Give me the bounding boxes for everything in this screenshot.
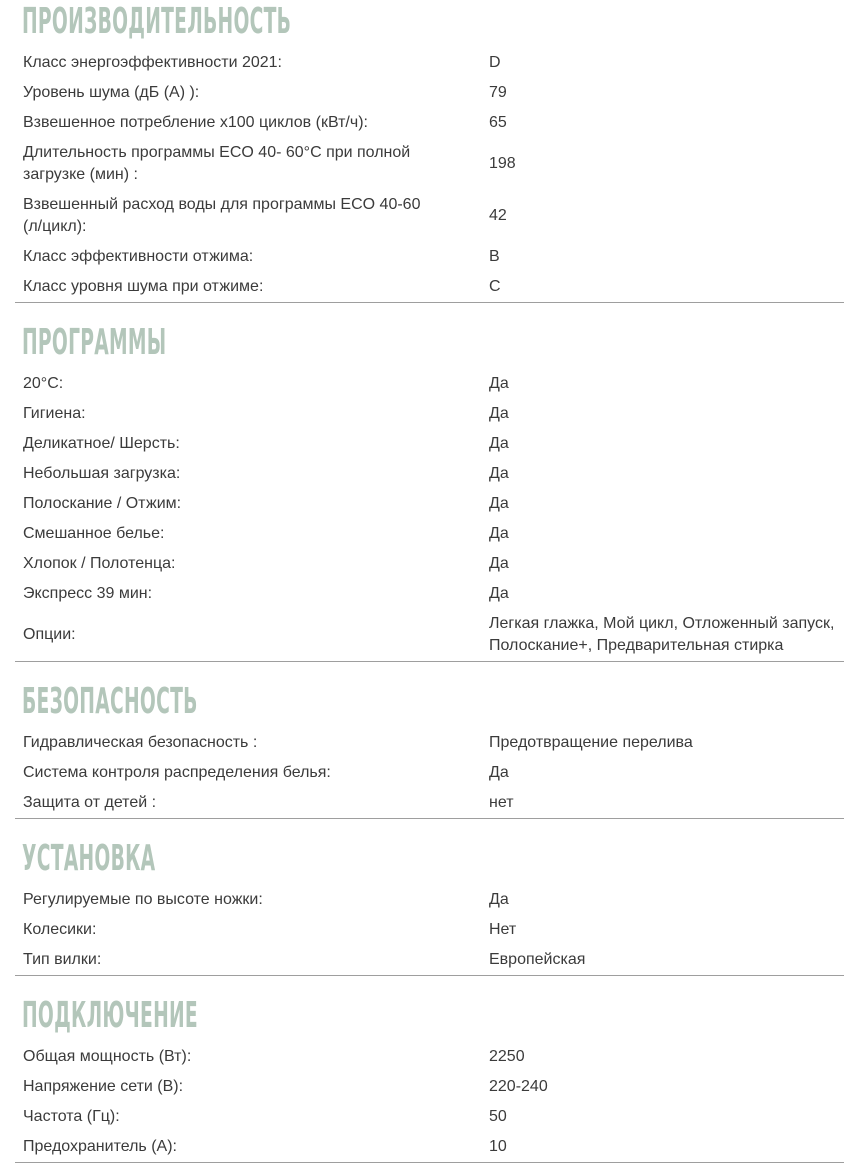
row-label-text: Предохранитель (А): [23, 1138, 177, 1155]
table-row [15, 429, 844, 459]
table-row [15, 1102, 844, 1132]
row-value: 79 [489, 84, 507, 101]
row-value: Да [489, 435, 509, 452]
row-label-text: Гигиена: [23, 405, 86, 422]
row-value: 10 [489, 1138, 507, 1155]
row-label-text: Небольшая загрузка: [23, 465, 181, 482]
row-value: Нет [489, 921, 517, 938]
table-row [15, 190, 844, 242]
spec-section [15, 838, 844, 976]
row-label [15, 108, 481, 138]
table-row [15, 459, 844, 489]
row-value: Да [489, 764, 509, 781]
table-row [15, 945, 844, 976]
section-title [15, 322, 844, 363]
table-row [15, 1072, 844, 1102]
spec-table [15, 369, 844, 662]
row-value: 198 [489, 155, 516, 172]
row-label [15, 519, 481, 549]
table-row [15, 1132, 844, 1163]
row-label [15, 429, 481, 459]
row-label [15, 242, 481, 272]
row-label-text: Колесики: [23, 921, 97, 938]
table-row [15, 788, 844, 819]
row-label [15, 945, 481, 976]
row-label-text: Опции: [23, 626, 76, 643]
spec-section [15, 681, 844, 819]
spec-section [15, 995, 844, 1163]
row-label-text: Частота (Гц): [23, 1108, 120, 1125]
row-value: Да [489, 585, 509, 602]
section-title-text: ПРОИЗВОДИТЕЛЬНОСТЬ [22, 1, 292, 42]
table-row [15, 48, 844, 78]
row-label [15, 399, 481, 429]
row-value: 50 [489, 1108, 507, 1125]
section-title [15, 681, 844, 722]
row-value: Да [489, 891, 509, 908]
row-label [15, 758, 481, 788]
row-label [15, 78, 481, 108]
row-label [15, 48, 481, 78]
row-value: Да [489, 465, 509, 482]
row-value: нет [489, 794, 514, 811]
row-label [15, 369, 481, 399]
table-row [15, 399, 844, 429]
section-title-text: ПРОГРАММЫ [22, 322, 167, 363]
table-row [15, 78, 844, 108]
table-row [15, 108, 844, 138]
row-value: B [489, 248, 500, 265]
row-label [15, 190, 481, 242]
spec-table [15, 885, 844, 976]
table-row [15, 915, 844, 945]
spec-section [15, 322, 844, 662]
row-label [15, 489, 481, 519]
row-label [15, 1132, 481, 1163]
row-label-text: Система контроля распределения белья: [23, 764, 331, 781]
row-label-text: Класс эффективности отжима: [23, 248, 254, 265]
table-row [15, 609, 844, 662]
table-row [15, 579, 844, 609]
section-title [15, 1, 844, 42]
row-value: Европейская [489, 951, 586, 968]
row-label [15, 728, 481, 758]
table-row [15, 369, 844, 399]
row-label-text: Взвешенное потребление x100 циклов (кВт/ч): [23, 114, 368, 131]
row-value: Да [489, 525, 509, 542]
row-label [15, 459, 481, 489]
table-row [15, 519, 844, 549]
row-label [15, 788, 481, 819]
row-label-text: Экспресс 39 мин: [23, 585, 153, 602]
section-title-text: БЕЗОПАСНОСТЬ [22, 681, 198, 722]
row-label [15, 138, 481, 190]
section-title-text: ПОДКЛЮЧЕНИЕ [22, 995, 198, 1036]
table-row [15, 885, 844, 915]
row-label-text: Общая мощность (Вт): [23, 1048, 192, 1065]
spec-table [15, 1042, 844, 1163]
row-value: C [489, 278, 501, 295]
row-value: Да [489, 495, 509, 512]
section-title-text: УСТАНОВКА [22, 838, 156, 879]
row-value: Легкая глажка, Мой цикл, Отложенный запуск, Полоскание+, Предварительная стирка [489, 615, 835, 654]
row-value: 220-240 [489, 1078, 548, 1095]
row-value: Да [489, 405, 509, 422]
row-label-text: Защита от детей : [23, 794, 157, 811]
row-label [15, 1072, 481, 1102]
table-row [15, 758, 844, 788]
row-value: D [489, 54, 501, 71]
row-label [15, 272, 481, 303]
row-value: Да [489, 555, 509, 572]
row-label-text: Напряжение сети (В): [23, 1078, 184, 1095]
table-row [15, 1042, 844, 1072]
row-label [15, 1042, 481, 1072]
row-value: Да [489, 375, 509, 392]
table-row [15, 138, 844, 190]
table-row [15, 242, 844, 272]
spec-table [15, 728, 844, 819]
table-row [15, 489, 844, 519]
section-title [15, 838, 844, 879]
table-row [15, 549, 844, 579]
row-label-text: Длительность программы ECO 40- 60°C при полной загрузке (мин) : [23, 144, 411, 183]
row-label-text: Взвешенный расход воды для программы ECO 40-60 (л/цикл): [23, 196, 421, 235]
spec-section [15, 1, 844, 303]
row-value: 42 [489, 207, 507, 224]
row-label [15, 579, 481, 609]
row-label-text: Уровень шума (дБ (А) ): [23, 84, 200, 101]
table-row [15, 272, 844, 303]
row-label-text: Тип вилки: [23, 951, 102, 968]
row-value: 2250 [489, 1048, 525, 1065]
row-value: Предотвращение перелива [489, 734, 693, 751]
row-label-text: Регулируемые по высоте ножки: [23, 891, 263, 908]
section-title [15, 995, 844, 1036]
row-label-text: Класс уровня шума при отжиме: [23, 278, 264, 295]
table-row [15, 728, 844, 758]
row-label-text: Гидравлическая безопасность : [23, 734, 258, 751]
row-label-text: Полоскание / Отжим: [23, 495, 182, 512]
row-label [15, 885, 481, 915]
row-label [15, 609, 481, 662]
row-label-text: Класс энергоэффективности 2021: [23, 54, 282, 71]
row-label-text: 20°C: [23, 375, 64, 392]
row-label-text: Смешанное белье: [23, 525, 165, 542]
row-label [15, 915, 481, 945]
row-label [15, 1102, 481, 1132]
row-label-text: Хлопок / Полотенца: [23, 555, 176, 572]
row-label-text: Деликатное/ Шерсть: [23, 435, 180, 452]
row-value: 65 [489, 114, 507, 131]
spec-table [15, 48, 844, 303]
row-label [15, 549, 481, 579]
